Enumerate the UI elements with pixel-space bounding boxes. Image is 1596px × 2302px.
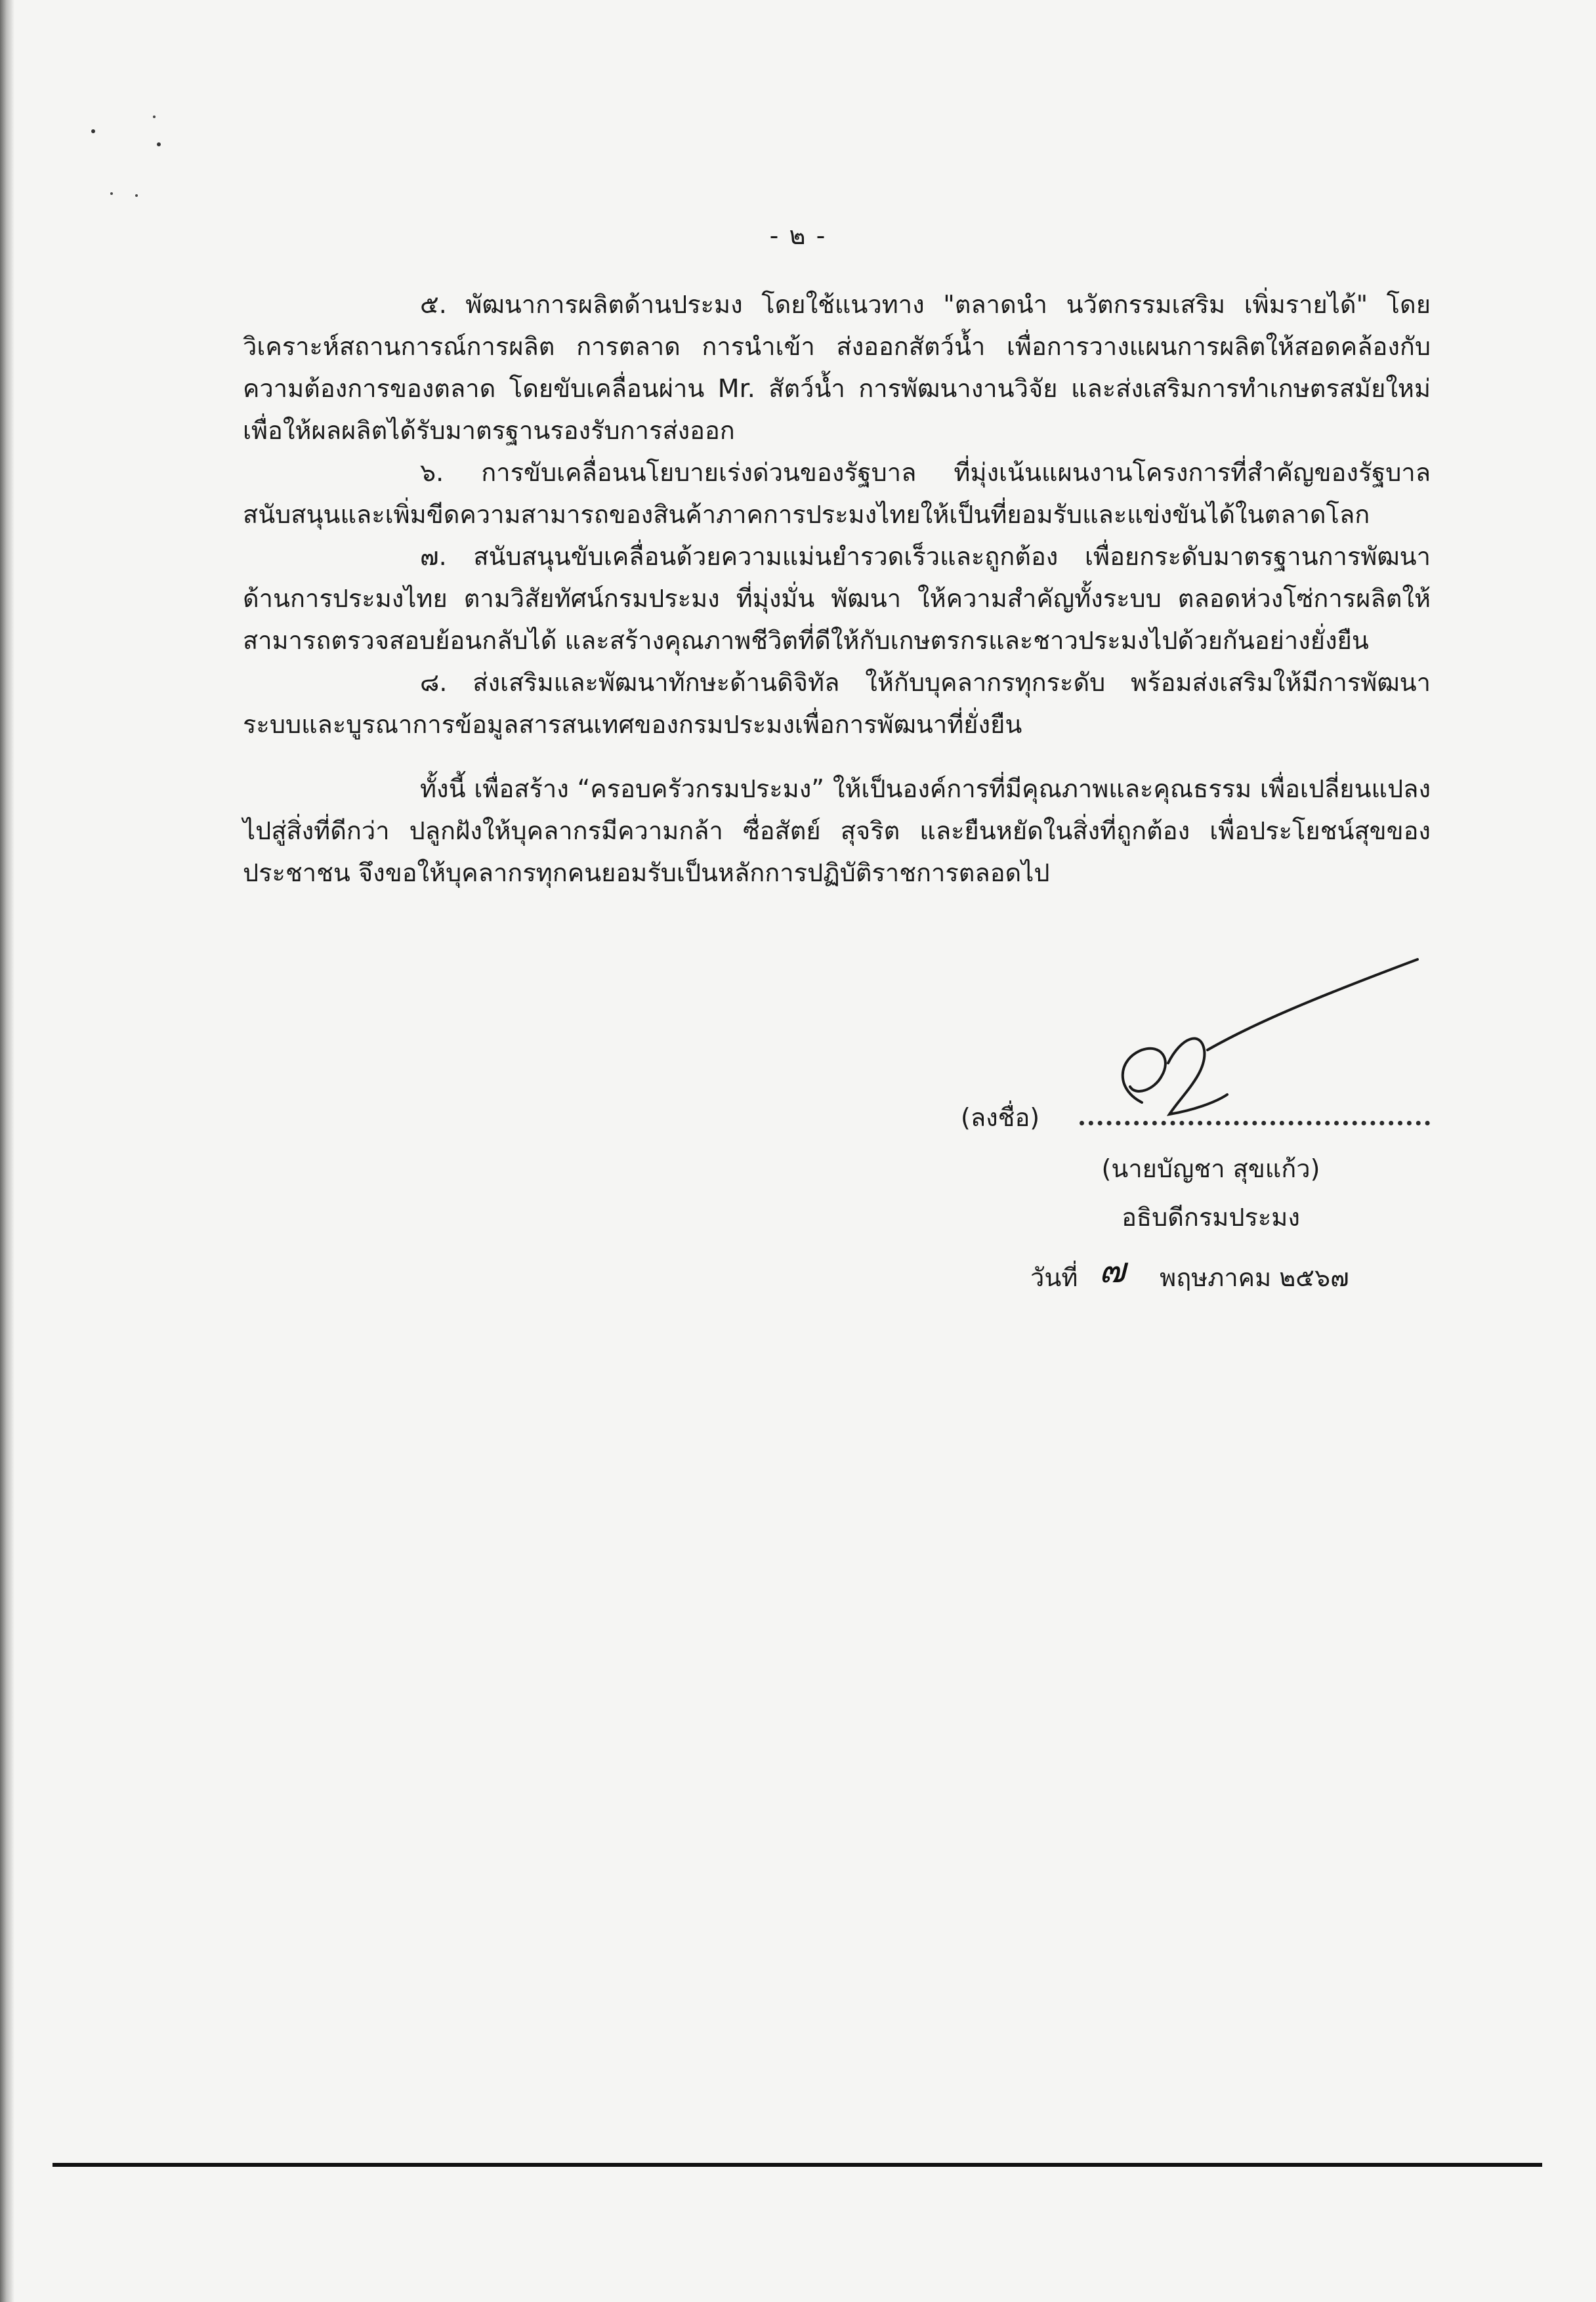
page-number: - ๒ - [769,221,827,250]
signature-dotted-line [1080,1121,1430,1125]
document-body [243,283,1431,894]
scan-edge-shadow [0,0,14,2302]
date-month-year: พฤษภาคม ๒๕๖๗ [1160,1263,1349,1292]
sign-label: (ลงชื่อ) [961,1103,1040,1132]
signer-title: อธิบดีกรมประมง [1122,1203,1300,1232]
signature-block [945,938,1444,1306]
paragraph-item-8: ๘. ส่งเสริมและพัฒนาทักษะด้านดิจิทัล ให้กับบุคลากรทุกระดับ พร้อมส่งเสริมให้มีการพัฒนาระบบและบูรณาการข้อมูลสารสนเทศของกรมประมงเพื่อการพัฒนาที่ยั่งยืน [243,668,1431,739]
date-day: ๗ [1099,1249,1126,1291]
closing-paragraph: ทั้งนี้ เพื่อสร้าง “ครอบครัวกรมประมง” ให้เป็นองค์การที่มีคุณภาพและคุณธรรม เพื่อเปลี่ยนแปลงไปสู่สิ่งที่ดีกว่า ปลูกฝังให้บุคลากรมีความกล้า ซื่อสัตย์ สุจริต และยืนหยัดในสิ่งที่ถูกต้อง เพื่อประโยชน์สุขของประชาชน จึงขอให้บุคลากรทุกคนยอมรับเป็นหลักการปฏิบัติราชการตลอดไป [243,774,1431,887]
paragraph-item-5: ๕. พัฒนาการผลิตด้านประมง โดยใช้แนวทาง "ตลาดนำ นวัตกรรมเสริม เพิ่มรายได้" โดยวิเคราะห์สถานการณ์การผลิต การตลาด การนำเข้า ส่งออกสัตว์น้ำ เพื่อการวางแผนการผลิตให้สอดคล้องกับความต้องการของตลาด โดยขับเคลื่อนผ่าน Mr. สัตว์น้ำ การพัฒนางานวิจัย และส่งเสริมการทำเกษตรสมัยใหม่ เพื่อให้ผลผลิตได้รับมาตรฐานรองรับการส่งออก [243,290,1431,445]
date-prefix: วันที่ [1030,1263,1078,1292]
scan-specks [85,112,184,210]
date-line [1030,1245,1349,1302]
paragraph-item-7: ๗. สนับสนุนขับเคลื่อนด้วยความแม่นยำรวดเร็วและถูกต้อง เพื่อยกระดับมาตรฐานการพัฒนาด้านการประมงไทย ตามวิสัยทัศน์กรมประมง ที่มุ่งมั่น พัฒนา ให้ความสำคัญทั้งระบบ ตลอดห่วงโซ่การผลิตให้สามารถตรวจสอบย้อนกลับได้ และสร้างคุณภาพชีวิตที่ดีให้กับเกษตรกรและชาวประมงไปด้วยกันอย่างยั่งยืน [243,542,1431,655]
paragraph-item-6: ๖. การขับเคลื่อนนโยบายเร่งด่วนของรัฐบาล ที่มุ่งเน้นแผนงานโครงการที่สำคัญของรัฐบาล สนับสนุนและเพิ่มขีดความสามารถของสินค้าภาคการประมงไทยให้เป็นที่ยอมรับและแข่งขันได้ในตลาดโลก [243,458,1431,529]
footer-rule [52,2163,1542,2167]
signer-name: (นายบัญชา สุขแก้ว) [1101,1154,1320,1183]
